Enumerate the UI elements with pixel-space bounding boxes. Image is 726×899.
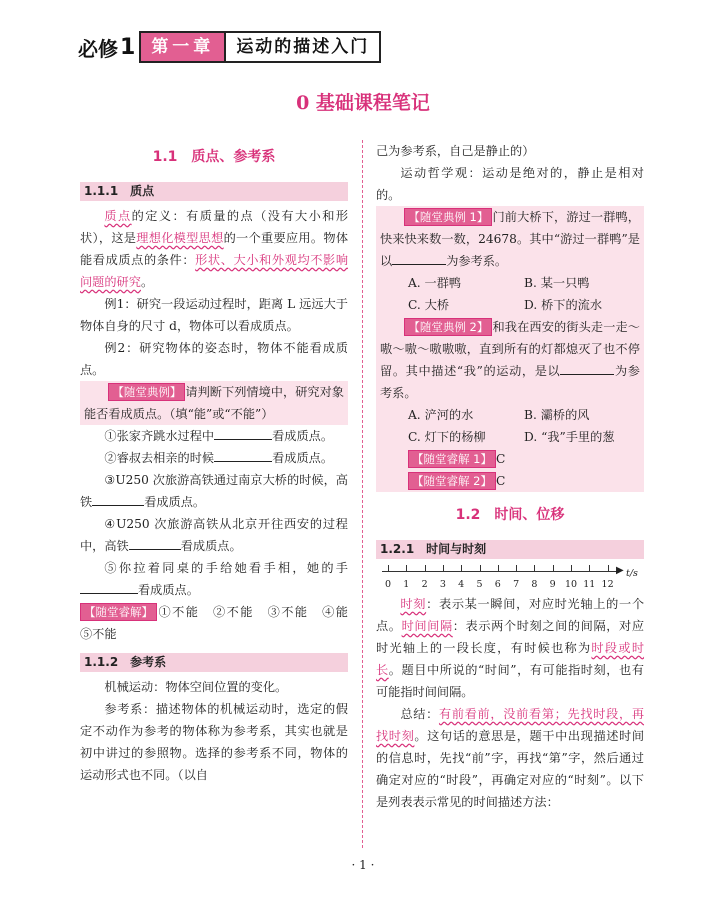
paragraph-continued: 己为参考系，自己是静止的） — [376, 144, 535, 158]
required-label: 必修 — [78, 36, 118, 61]
time-axis-tick-label: 3 — [439, 579, 446, 590]
time-axis-tick-label: 11 — [583, 579, 596, 590]
paragraph-philosophy: 运动哲学观：运动是绝对的，静止是相对的。 — [376, 166, 644, 202]
answer-blank[interactable] — [80, 579, 138, 594]
option-c[interactable]: C. 大桥 — [408, 298, 450, 312]
option-b[interactable]: B. 某一只鸭 — [524, 276, 590, 290]
term-condition: 形状、大小和外观均不影响问题的研究 — [80, 253, 349, 289]
text: 总结： — [400, 707, 439, 721]
text: 为参考系。 — [446, 254, 508, 268]
time-axis-tick — [443, 565, 444, 571]
text: ：表示某一瞬间，对应时光轴上的一个点。 — [376, 597, 645, 633]
answer-1-tag: 【随堂睿解 1】 — [408, 450, 496, 468]
answer-blank[interactable] — [560, 360, 614, 375]
question-3 — [80, 469, 348, 513]
example-2-tag: 【随堂典例 2】 — [404, 318, 492, 336]
paragraph-time-definitions — [376, 593, 644, 703]
term-rule: 有前看前，没前看第；先找时段，再找时刻 — [376, 707, 645, 743]
arrow-right-icon: ▶ — [616, 565, 624, 576]
subsection-heading-1-1-2: 1.1.2 参考系 — [80, 653, 348, 672]
answer-tag: 【随堂睿解】 — [80, 603, 157, 621]
answer-blank[interactable] — [214, 425, 272, 440]
example-box-1 — [376, 206, 644, 492]
time-axis-tick-label: 10 — [564, 579, 578, 590]
question-4 — [80, 513, 348, 557]
time-axis-tick-label: 6 — [494, 579, 501, 590]
right-column — [376, 140, 644, 813]
time-axis-tick — [589, 565, 590, 571]
section-heading-1-2: 1.2 时间、位移 — [455, 507, 565, 523]
example-2-prompt — [380, 316, 640, 404]
example-tag: 【随堂典例】 — [108, 383, 185, 401]
text: 。这句话的意思是，题干中出现描述时间的信息时，先找“前”字，再找“第”字，然后通过确定对应的“时段”，再确定对应的“时刻”。以下是列表表示常见的时间描述方法： — [376, 729, 645, 809]
text: 看成质点。 — [272, 429, 334, 443]
option-b[interactable]: B. 灞桥的风 — [524, 408, 590, 422]
answer-blank[interactable] — [129, 535, 181, 550]
answer-blank[interactable] — [392, 250, 446, 265]
time-axis — [382, 563, 644, 593]
text: 的一个重要应用。物体能看成质点的条件： — [80, 231, 349, 267]
time-axis-tick — [571, 565, 572, 571]
text: 为参考系。 — [380, 364, 640, 400]
answer-blank[interactable] — [92, 491, 144, 506]
time-axis-tick — [480, 565, 481, 571]
paragraph-summary — [376, 703, 644, 813]
question-5 — [80, 557, 348, 601]
question-2 — [80, 447, 348, 469]
option-a[interactable]: A. 浐河的水 — [408, 408, 474, 422]
time-axis-tick-label: 1 — [403, 579, 410, 590]
time-axis-tick-label: 8 — [531, 579, 538, 590]
text: ②睿叔去相亲的时候 — [104, 451, 215, 465]
paragraph-reference-frame: 参考系：描述物体的机械运动时，选定的假定不动作为参考的物体称为参考系，其实也就是初中讲过的参照物。选择的参考系不同，物体的运动形式也不同。（以自 — [80, 702, 348, 782]
answer-2-value: C — [495, 474, 506, 488]
time-axis-line — [382, 571, 620, 572]
example-1-tag: 【随堂典例 1】 — [404, 208, 492, 226]
time-axis-tick — [553, 565, 554, 571]
volume-number: 1 — [120, 34, 136, 60]
example-2-options — [380, 404, 640, 448]
answer-2-tag: 【随堂睿解 2】 — [408, 472, 496, 490]
time-axis-tick-label: 4 — [458, 579, 465, 590]
paragraph-mechanical-motion: 机械运动：物体空间位置的变化。 — [104, 680, 288, 694]
time-axis-tick — [406, 565, 407, 571]
option-d[interactable]: D. “我”手里的葱 — [524, 430, 615, 444]
text: ：表示两个时刻之间的间隔，对应时光轴上的一段长度，有时候也称为 — [376, 619, 645, 655]
text: ①张家齐跳水过程中 — [104, 429, 215, 443]
text: ③U250 次旅游高铁通过南京大桥的时候，高铁 — [80, 473, 348, 509]
time-axis-tick — [498, 565, 499, 571]
time-axis-tick-label: 2 — [421, 579, 428, 590]
text: 看成质点。 — [144, 495, 206, 509]
term-ideal-model: 理想化模型思想 — [136, 231, 224, 245]
text: ①不能 ②不能 ③不能 ④能 ⑤不能 — [80, 605, 361, 641]
text: 。 — [140, 275, 154, 289]
chapter-header — [78, 33, 381, 61]
text: ⑤你拉着同桌的手给她看手相，她的手 — [104, 561, 348, 575]
question-1 — [80, 425, 348, 447]
term-duration: 时段或时长 — [376, 641, 645, 677]
time-axis-tick-label: 0 — [384, 579, 392, 590]
option-d[interactable]: D. 桥下的流水 — [524, 298, 603, 312]
answer-blank[interactable] — [214, 447, 272, 462]
term-interval: 时间间隔 — [401, 619, 453, 633]
time-axis-tick-label: 12 — [601, 579, 614, 590]
section-heading-1-1: 1.1 质点、参考系 — [152, 149, 276, 165]
time-axis-tick-label: 7 — [513, 579, 520, 590]
option-a[interactable]: A. 一群鸭 — [408, 276, 462, 290]
time-axis-tick — [608, 565, 609, 571]
text: 的定义：有质量的点（没有大小和形状），这是 — [80, 209, 349, 245]
time-axis-tick — [516, 565, 517, 571]
paragraph-example-1: 例1：研究一段运动过程时，距离 L 远远大于物体自身的尺寸 d，物体可以看成质点。 — [80, 297, 348, 333]
subsection-heading-1-1-1: 1.1.1 质点 — [80, 182, 348, 201]
subsection-heading-1-2-1: 1.2.1 时间与时刻 — [376, 540, 644, 559]
time-axis-tick — [425, 565, 426, 571]
example-box — [80, 381, 348, 425]
text: ④U250 次旅游高铁从北京开往西安的过程中，高铁 — [80, 517, 348, 553]
text: 和我在西安的街头走一走～嗷～嗷～嗷嗷嗷，直到所有的灯都熄灭了也不停留。其中描述“我”的运动，是以 — [380, 320, 640, 378]
text: 。题目中所说的“时间”，有可能指时刻，也有可能指时间间隔。 — [376, 663, 644, 699]
time-axis-tick — [461, 565, 462, 571]
chapter-label: 第一章 — [139, 31, 226, 63]
time-axis-unit: t/s — [626, 568, 638, 579]
time-axis-tick — [388, 565, 389, 571]
time-axis-tick — [534, 565, 535, 571]
example-1-prompt — [380, 206, 640, 272]
text: 门前大桥下，游过一群鸭，快来快来数一数，24678。其中“游过一群鸭”是以 — [380, 210, 640, 268]
page-number: · 1 · — [351, 858, 375, 872]
answer-1-line — [380, 448, 640, 470]
paragraph-particle-definition — [80, 205, 348, 293]
example-prompt — [84, 381, 344, 425]
chapter-title: 运动的描述入门 — [226, 31, 381, 63]
paragraph-example-2: 例2：研究物体的姿态时，物体不能看成质点。 — [80, 341, 348, 377]
text: 看成质点。 — [180, 539, 242, 553]
time-axis-tick-label: 9 — [549, 579, 556, 590]
time-axis-tick-label: 5 — [476, 579, 483, 590]
text: 请判断下列情境中，研究对象能否看成质点。（填“能”或“不能”） — [84, 385, 344, 421]
left-column — [80, 140, 361, 786]
page-title: 0 基础课程笔记 — [296, 92, 430, 114]
answer-1-value: C — [495, 452, 506, 466]
example-1-options — [380, 272, 640, 316]
term-moment: 时刻 — [400, 597, 427, 611]
column-divider — [362, 140, 363, 848]
text: 看成质点。 — [138, 583, 199, 597]
answer-2-line — [380, 470, 640, 492]
text: 看成质点。 — [272, 451, 334, 465]
term-particle: 质点 — [104, 209, 132, 223]
option-c[interactable]: C. 灯下的杨柳 — [408, 430, 486, 444]
answer-line — [80, 601, 361, 645]
